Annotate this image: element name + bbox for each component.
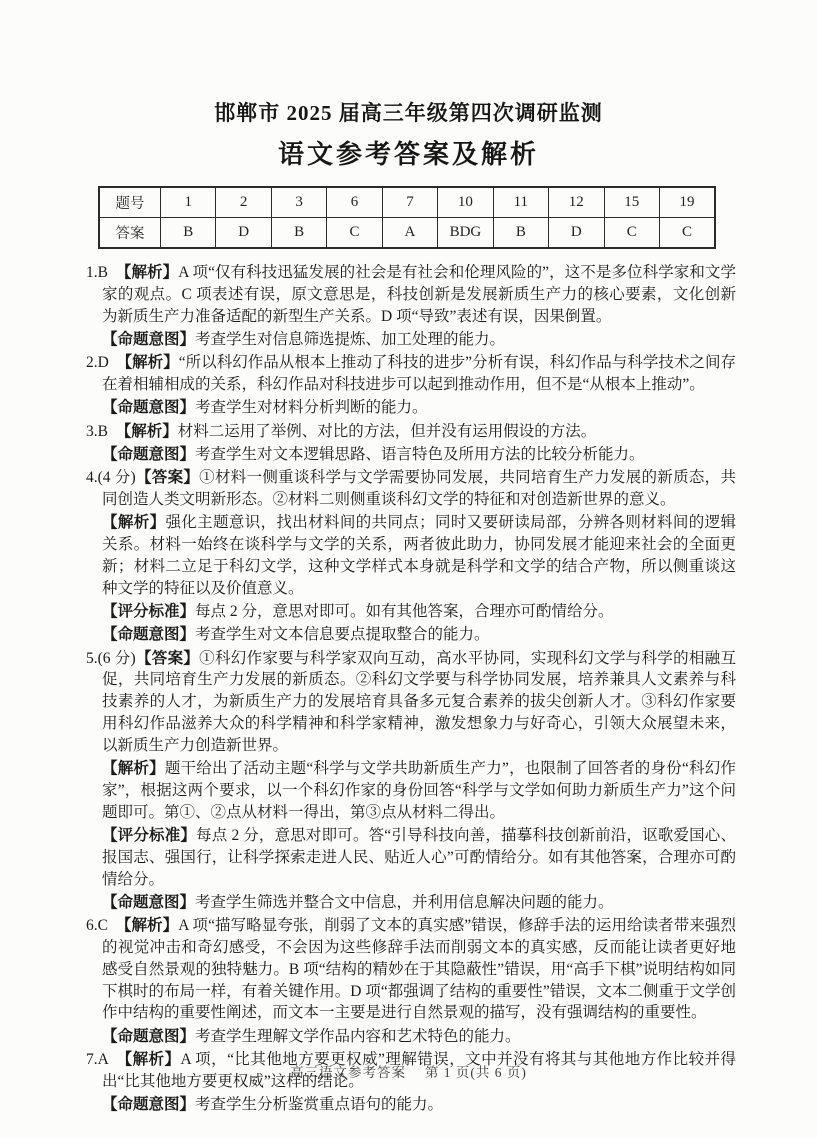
section-label: 【解析】 [124,1050,181,1068]
section-label: 【命题意图】 [102,893,196,911]
paragraph-text: A 项，“比其他地方要更权威”理解错误，文中并没有将其与其他地方作比较并得出“比其他地方要更权威”这样的结论。 [102,1050,736,1090]
question-number-cell: 12 [549,187,604,218]
answer-paragraph [86,648,736,757]
answer-cell: C [659,218,715,249]
answer-key-table [98,186,716,249]
paragraph-text: “所以科幻作品从根本上推动了科技的进步”分析有误，科幻作品与科学技术之间存在着相辅相成的关系，科幻作品对科技进步可以起到推动作用，但不是“从根本上推动”。 [102,354,736,393]
paragraph-text: 每点 2 分，意思对即可。答“引导科技向善，描摹科技创新前沿，讴歌爱国心、报国志、强国行，让科学探索走进人民、贴近人心”可酌情给分。如有其他答案，合理亦可酌情给分。 [102,826,736,888]
section-label: 【命题意图】 [102,626,196,644]
paragraph-text: 2.D [86,354,125,372]
table-row-answers [99,218,715,249]
document-title: 邯郸市 2025 届高三年级第四次调研监测 [214,101,603,125]
question-number-cell: 3 [271,187,326,218]
answer-paragraph [86,624,736,646]
paragraph-text: 题干给出了活动主题“科学与文学共助新质生产力”，也限制了回答者的身份“科幻作家”，根据这两个要求，以一个科幻作家的身份回答“科学与文学如何助力新质生产力”这个问题即可。第①、②点从材料一得出，第③点从材料二得出。 [102,760,736,821]
answer-paragraph [86,915,736,1024]
paragraph-text: 5.(6 分) [86,649,136,667]
answer-paragraph [86,892,736,914]
answer-cell: B [493,218,548,249]
section-label: 【解析】 [123,422,178,440]
answer-paragraph [86,601,736,623]
answer-paragraph [86,397,736,419]
answer-paragraph [86,352,736,396]
answer-cell: A [382,218,437,249]
answer-cell: C [327,218,382,249]
section-label: 【命题意图】 [102,399,196,417]
section-label: 【命题意图】 [102,1095,196,1113]
paragraph-text: 考查学生分析鉴赏重点语句的能力。 [195,1095,444,1113]
answer-paragraph [86,1094,736,1116]
answer-paragraph [86,421,736,443]
question-number-cell: 6 [327,187,382,218]
section-label: 【命题意图】 [102,445,196,463]
question-number-cell: 2 [216,187,271,218]
answer-paragraph [86,444,736,466]
section-label: 【评分标准】 [102,602,196,620]
question-number-cell: 1 [161,187,216,218]
answer-paragraph [86,758,736,823]
section-label: 【命题意图】 [102,330,196,348]
table-row-questions [99,187,715,218]
paragraph-text: 3.B [86,422,124,440]
answer-cell: B [161,218,216,249]
question-number-cell: 19 [659,187,715,218]
paragraph-text: 4.(4 分) [86,469,136,487]
answer-items [86,262,736,1117]
question-number-cell: 7 [382,187,437,218]
section-label: 【命题意图】 [102,1027,196,1045]
paragraph-text: 材料二运用了举例、对比的方法，但并没有运用假设的方法。 [177,422,597,440]
answer-paragraph [86,262,736,327]
paragraph-text: 考查学生理解文学作品内容和艺术特色的能力。 [195,1027,521,1045]
answer-paragraph [86,467,736,511]
section-label: 【解析】 [102,760,165,778]
answer-paragraph [86,825,736,890]
question-number-cell: 10 [438,187,493,218]
answer-row-header: 答案 [99,218,161,249]
section-label: 【评分标准】 [102,826,197,844]
section-label: 【解析】 [124,354,179,372]
paragraph-text: 6.C [86,917,124,935]
paragraph-text: 强化主题意识，找出材料间的共同点；同时又要研读局部，分辨各则材料间的逻辑关系。材料一始终在谈科学与文学的关系，两者彼此助力，协同发展才能迎来社会的全面更新；材料二立足于科幻文学，这种文学样式本身就是科学和文学的结合产物，所以侧重谈这种文学的特征以及价值意义。 [102,514,736,597]
paragraph-text: ①科幻作家要与科学家双向互动，高水平协同，实现科幻文学与科学的相融互促，共同培育生产力发展的新质态。②科幻文学要与科学协同发展，培养兼具人文素养与科技素养的人才，为新质生产力的发展培育具备多元复合素养的拔尖创新人才。③科幻作家要用科幻作品滋养大众的科学精神和科学家精神，激发想象力与好奇心，引领大众展望未来，以新质生产力创造新世界。 [102,649,736,754]
paragraph-text: 考查学生对材料分析判断的能力。 [195,399,428,417]
document-subtitle: 语文参考答案及解析 [277,139,539,169]
section-label: 【解析】 [123,264,179,281]
paragraph-text: 考查学生对文本逻辑思路、语言特色及所用方法的比较分析能力。 [195,445,645,463]
paragraph-text: 7.A [86,1050,125,1068]
paragraph-text: ①材料一侧重谈科学与文学需要协同发展，共同培育生产力发展的新质态，共同创造人类文明新形态。②材料二则侧重谈科幻文学的特征和对创造新世界的意义。 [102,469,736,508]
section-label: 【答案】 [135,649,200,667]
paragraph-text: 每点 2 分，意思对即可。如有其他答案，合理亦可酌情给分。 [195,602,614,620]
answer-paragraph [86,1026,736,1048]
section-label: 【解析】 [123,917,179,935]
section-label: 【解析】 [102,514,166,532]
answer-cell: B [271,218,326,249]
question-number-cell: 11 [493,187,548,218]
paragraph-text: 考查学生对信息筛选提炼、加工处理的能力。 [195,330,506,348]
section-label: 【答案】 [135,469,200,487]
paragraph-text: A 项“仅有科技迅猛发展的社会是有社会和伦理风险的”，这不是多位科学家和文学家的观点。C 项表述有误，原文意思是，科技创新是发展新质生产力的核心要素，文化创新为新质生产力准备适配的新型生产关系。D 项“导致”表述有误，因果倒置。 [102,264,736,325]
paragraph-text: 考查学生筛选并整合文中信息，并利用信息解决问题的能力。 [195,893,614,911]
answer-paragraph [86,329,736,351]
page-footer: 高三语文参考答案 第 1 页(共 6 页) [290,1065,527,1080]
answer-paragraph [86,512,736,599]
answer-cell: BDG [438,218,493,249]
paragraph-text: A 项“描写略显夸张，削弱了文本的真实感”错误，修辞手法的运用给读者带来强烈的视觉冲击和奇幻感受，不会因为这些修辞手法而削弱文本的真实感，反而能让读者更好地感受自然景观的独特魅力。B 项“结构的精妙在于其隐蔽性”错误，用“高手下棋”说明结构如同下棋时的布局一样，有着关键作用。D 项“都强调了结构的重要性”错误，文本二侧重于文学创作中结构的重要性阐述，而文本一主要是进行自然景观的描写，没有强调结构的重要性。 [102,917,736,1022]
paragraph-text: 1.B [86,264,124,281]
paragraph-text: 考查学生对文本信息要点提取整合的能力。 [195,626,490,644]
answer-cell: C [604,218,659,249]
question-row-header: 题号 [99,187,161,218]
answer-cell: D [549,218,604,249]
answer-cell: D [216,218,271,249]
question-number-cell: 15 [604,187,659,218]
